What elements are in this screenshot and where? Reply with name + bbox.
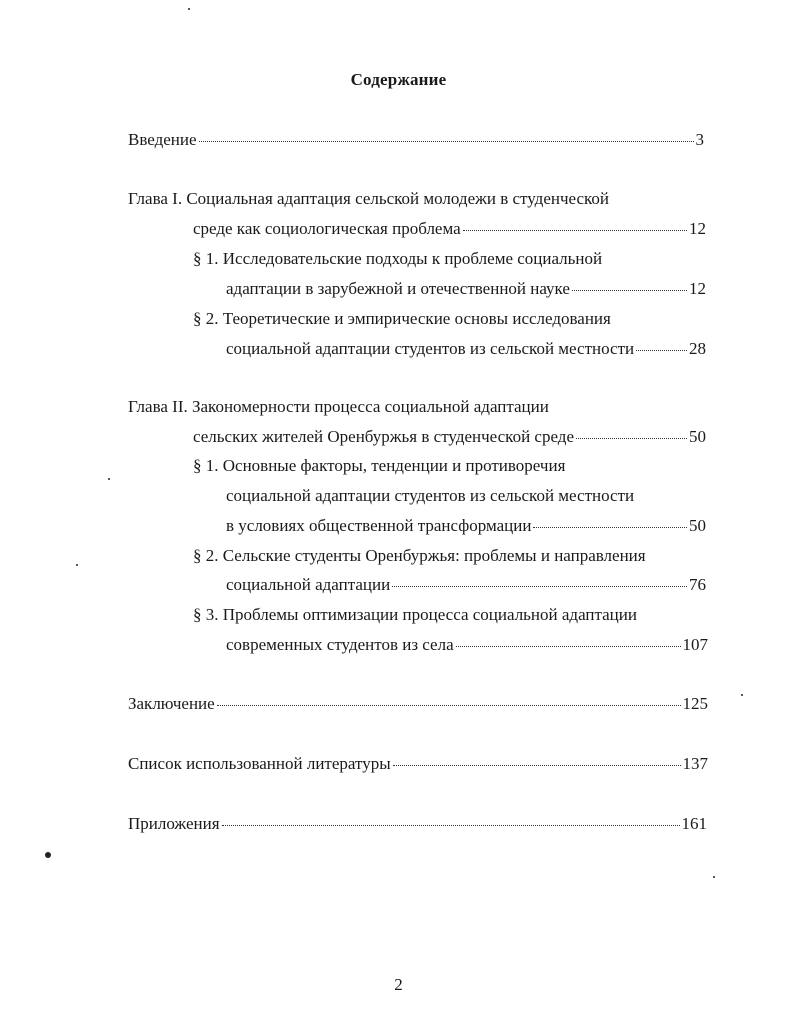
scan-speck: [76, 564, 78, 566]
chapter-2-heading-line2: сельских жителей Оренбуржья в студенческой среде: [193, 427, 574, 446]
chapter-2-section-1-line1: § 1. Основные факторы, тенденции и противоречия: [193, 456, 566, 475]
dot-leader: [463, 230, 687, 231]
chapter-2-section-3-line2: современных студентов из села: [226, 635, 454, 654]
dot-leader: [456, 646, 681, 647]
chapter-1-section-2-line1: § 2. Теоретические и эмпирические основы исследования: [193, 309, 611, 328]
dot-leader: [576, 438, 687, 439]
dot-leader: [222, 825, 680, 826]
toc-page-number: 12: [689, 219, 706, 238]
dot-leader: [392, 586, 687, 587]
toc-page-number: 3: [695, 130, 704, 149]
toc-entry-label: Введение: [128, 130, 197, 149]
page-number: 2: [394, 975, 403, 994]
chapter-2-section-2-line1: § 2. Сельские студенты Оренбуржья: проблемы и направления: [193, 546, 646, 565]
toc-entry-label: Список использованной литературы: [128, 754, 391, 773]
toc-entry-chapter-1: [193, 219, 706, 239]
toc-entry-label: Заключение: [128, 694, 215, 713]
chapter-1-section-1-line2: адаптации в зарубежной и отечественной науке: [226, 279, 570, 298]
toc-entry-references: [128, 754, 708, 774]
toc-entry-appendix: [128, 814, 707, 834]
toc-page-number: 12: [689, 279, 706, 298]
toc-page-number: 50: [689, 427, 706, 446]
toc-page-number: 161: [681, 814, 707, 833]
dot-leader: [572, 290, 687, 291]
page-title: Содержание: [350, 70, 447, 89]
scan-speck: [741, 694, 743, 696]
scan-speck: [188, 8, 190, 10]
toc-page-number: 50: [689, 516, 706, 535]
dot-leader: [217, 705, 681, 706]
dot-leader: [393, 765, 681, 766]
dot-leader: [533, 527, 687, 528]
toc-entry-chapter-1-section-1: [226, 279, 706, 299]
toc-entry-conclusion: [128, 694, 708, 714]
toc-page-number: 76: [689, 575, 706, 594]
chapter-1-section-2-line2: социальной адаптации студентов из сельской местности: [226, 339, 635, 358]
toc-entry-chapter-2-section-3: [226, 635, 708, 655]
chapter-2-heading-line1: Глава II. Закономерности процесса социальной адаптации: [128, 397, 549, 416]
scan-speck: [45, 852, 51, 858]
toc-page-number: 28: [689, 339, 706, 358]
chapter-1-heading-line1: Глава I. Социальная адаптация сельской молодежи в студенческой: [128, 189, 610, 208]
dot-leader: [199, 141, 694, 142]
toc-page-number: 137: [682, 754, 708, 773]
chapter-2-section-1-line3: в условиях общественной трансформации: [226, 516, 532, 535]
toc-entry-chapter-1-section-2: [226, 339, 706, 359]
dot-leader: [636, 350, 687, 351]
toc-entry-chapter-2-section-2: [226, 575, 706, 595]
toc-entry-chapter-2: [193, 427, 706, 447]
toc-entry-intro: [128, 130, 704, 150]
chapter-1-section-1-line1: § 1. Исследовательские подходы к проблеме социальной: [193, 249, 603, 268]
scan-speck: [713, 876, 715, 878]
scan-speck: [108, 478, 110, 480]
toc-page-number: 107: [682, 635, 708, 654]
toc-entry-label: Приложения: [128, 814, 220, 833]
chapter-2-section-1-line2: социальной адаптации студентов из сельской местности: [226, 486, 635, 505]
toc-entry-chapter-2-section-1: [226, 516, 706, 536]
toc-page-number: 125: [682, 694, 708, 713]
chapter-2-section-2-line2: социальной адаптации: [226, 575, 391, 594]
chapter-2-section-3-line1: § 3. Проблемы оптимизации процесса социальной адаптации: [193, 605, 637, 624]
chapter-1-heading-line2: среде как социологическая проблема: [193, 219, 461, 238]
